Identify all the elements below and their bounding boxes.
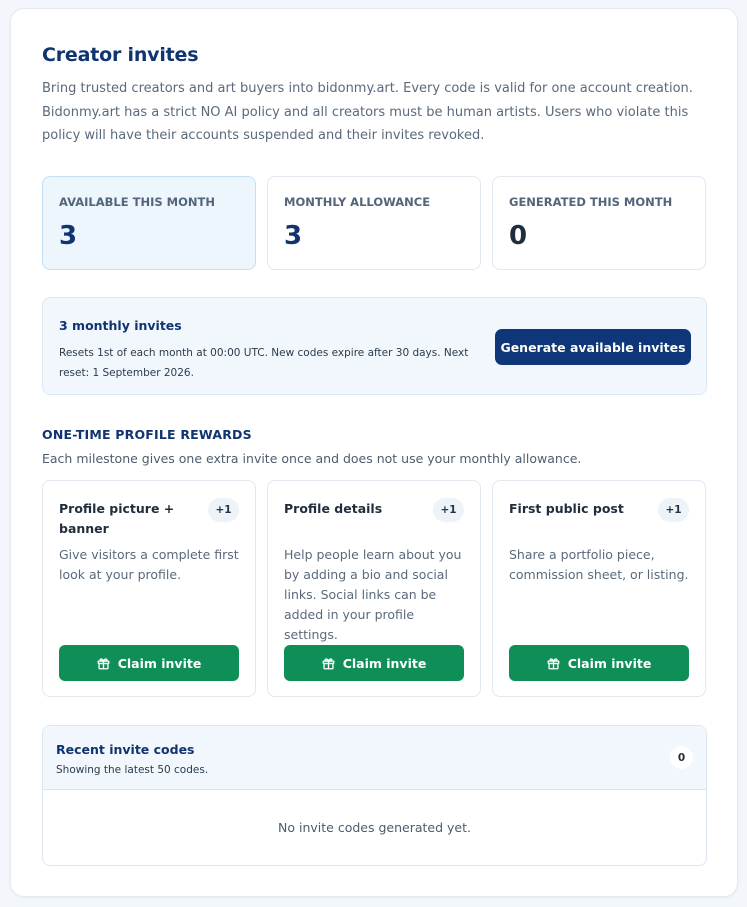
reward-profile-picture-banner	[42, 480, 256, 697]
creator-invites-card	[10, 8, 738, 897]
reward-badge: +1	[433, 498, 464, 522]
gift-icon	[97, 657, 110, 670]
stat-label: AVAILABLE THIS MONTH	[59, 195, 215, 209]
reward-title: Profile details	[284, 501, 383, 516]
monthly-invites-description: Resets 1st of each month at 00:00 UTC. New codes expire after 30 days. Next reset: 1 September 2026.	[59, 347, 469, 379]
stats-row	[42, 176, 706, 270]
rewards-subheading: Each milestone gives one extra invite once and does not use your monthly allowance.	[42, 451, 582, 466]
reward-description: Give visitors a complete first look at your profile.	[59, 547, 239, 582]
recent-invite-codes-subtitle: Showing the latest 50 codes.	[56, 764, 209, 776]
rewards-grid	[42, 480, 706, 697]
monthly-invites-title: 3 monthly invites	[59, 318, 182, 333]
recent-count-badge: 0	[670, 746, 693, 769]
reward-title: First public post	[509, 501, 624, 516]
page-title: Creator invites	[42, 44, 199, 66]
claim-invite-button[interactable]	[284, 645, 464, 681]
claim-invite-label: Claim invite	[342, 655, 427, 671]
claim-invite-button[interactable]	[509, 645, 689, 681]
stat-value: 3	[284, 221, 303, 251]
stat-available-this-month	[42, 176, 256, 270]
reward-title: Profile picture + banner	[59, 501, 175, 536]
rewards-heading: ONE-TIME PROFILE REWARDS	[42, 427, 252, 442]
reward-profile-details	[267, 480, 481, 697]
stat-generated-this-month	[492, 176, 706, 270]
recent-invite-codes-header	[43, 726, 706, 790]
recent-invite-codes-title: Recent invite codes	[56, 742, 195, 757]
claim-invite-button[interactable]	[59, 645, 239, 681]
stat-monthly-allowance	[267, 176, 481, 270]
reward-description: Share a portfolio piece, commission sheet, or listing.	[509, 547, 689, 582]
page-description: Bring trusted creators and art buyers into bidonmy.art. Every code is valid for one account creation. Bidonmy.art has a strict NO AI policy and all creators must be human artists. Users who violate this policy will have their accounts suspended and their invites revoked.	[42, 81, 693, 143]
reward-badge: +1	[208, 498, 239, 522]
monthly-invites-panel	[42, 297, 707, 395]
claim-invite-label: Claim invite	[567, 655, 652, 671]
stat-label: GENERATED THIS MONTH	[509, 195, 673, 209]
stat-value: 0	[509, 221, 528, 251]
claim-invite-label: Claim invite	[117, 655, 202, 671]
stat-value: 3	[59, 221, 78, 251]
generate-invites-button[interactable]: Generate available invites	[495, 329, 691, 365]
gift-icon	[322, 657, 335, 670]
recent-invite-codes-panel	[42, 725, 707, 866]
gift-icon	[547, 657, 560, 670]
stat-label: MONTHLY ALLOWANCE	[284, 195, 431, 209]
empty-state-text: No invite codes generated yet.	[278, 820, 471, 835]
reward-description: Help people learn about you by adding a bio and social links. Social links can be added in your profile settings.	[284, 547, 462, 642]
reward-first-public-post	[492, 480, 706, 697]
reward-badge: +1	[658, 498, 689, 522]
